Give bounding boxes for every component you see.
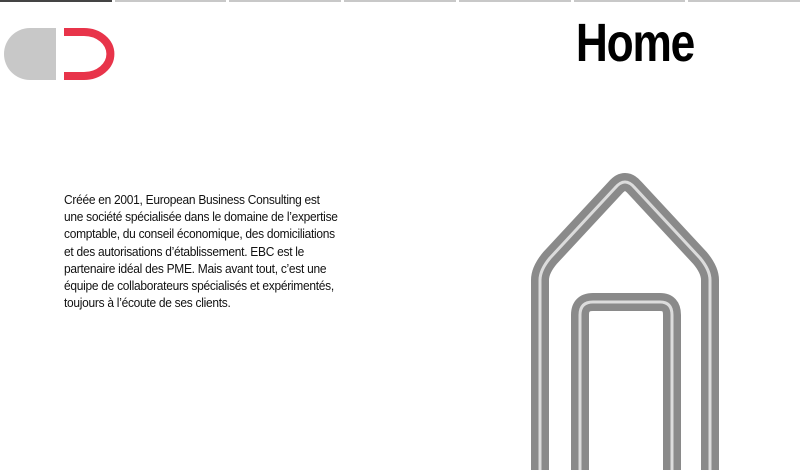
nav-tab-6[interactable] bbox=[574, 0, 686, 2]
page-title: Home bbox=[575, 13, 694, 73]
paperclip-house-icon bbox=[520, 170, 730, 470]
logo-grey-half bbox=[4, 28, 56, 80]
nav-tab-3[interactable] bbox=[229, 0, 341, 2]
intro-text: Créée en 2001, European Business Consulting est une société spécialisée dans le domaine de l’expertise comptable, du conseil économique, des domiciliations et des autorisations d’établissement. EBC est le partenaire idéal des PME. Mais avant tout, c’est une équipe de collaborateurs spécialisés et expérimentés, toujours à l’écoute de ses clients. bbox=[64, 192, 338, 311]
nav-tab-4[interactable] bbox=[344, 0, 456, 2]
nav-tab-5[interactable] bbox=[459, 0, 571, 2]
nav-tab-7[interactable] bbox=[688, 0, 800, 2]
top-nav-bar bbox=[0, 0, 800, 2]
nav-tab-2[interactable] bbox=[115, 0, 227, 2]
logo-red-arc bbox=[64, 32, 110, 76]
ebc-logo[interactable] bbox=[2, 26, 118, 84]
nav-tab-home[interactable] bbox=[0, 0, 112, 2]
